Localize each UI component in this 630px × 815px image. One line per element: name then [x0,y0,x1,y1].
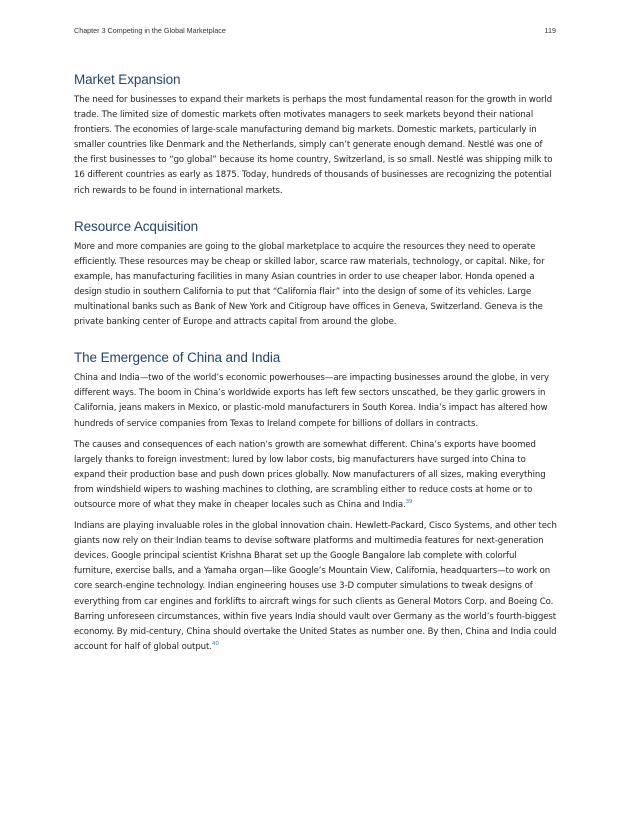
paragraph [74,93,558,199]
footnote-link[interactable]: 40 [211,640,219,647]
chapter-title: Chapter 3 Competing in the Global Marketplace [74,26,226,35]
running-header [74,26,556,38]
section-heading: Resource Acquisition [74,218,199,234]
paragraph-text: More and more companies are going to the global marketplace to acquire the resources they need to operate efficiently. These resources may be cheap or skilled labor, scarce raw materials, technology, or capital. Nike, for example, has manufacturing facilities in many Asian countries in order to use cheaper labor. Honda opened a design studio in southern California to put that “California flair” into the design of some of its vehicles. Large multinational banks such as Bank of New York and Citigroup have offices in Geneva, Switzerland. Geneva is the private banking center of Europe and attracts capital from around the globe. [74,241,545,328]
paragraph-text: Indians are playing invaluable roles in the global innovation chain. Hewlett-Packard, Cisco Systems, and other tech giants now rely on their Indian teams to devise software platforms and multimedia features for next-generation devices. Google principal scientist Krishna Bharat set up the Google Bangalore lab complete with colorful furniture, exercise balls, and a Yamaha organ—like Google’s Mountain View, California, headquarters—to work on core search-engine technology. Indian engineering houses use 3-D computer simulations to tweak designs of everything from car engines and forklifts to aircraft wings for such clients as General Motors Corp. and Boeing Co. Barring unforeseen circumstances, within five years India should vault over Germany as the world’s fourth-biggest economy. By mid-century, China should overtake the United States as number one. By then, China and India could account for half of global output. [74,521,557,652]
page-content [74,72,558,675]
paragraph [74,438,558,513]
page-number: 119 [544,26,556,35]
paragraph [74,371,558,431]
paragraph-text: China and India—two of the world’s economic powerhouses—are impacting businesses around the globe, in very different ways. The boom in China’s worldwide exports has left few sectors unscathed, be they garlic growers in California, jeans makers in Mexico, or plastic-mold manufacturers in South Korea. India’s impact has altered how hundreds of service companies from Texas to Ireland compete for billions of dollars in contracts. [74,373,549,429]
section-market-expansion [74,72,558,199]
paragraph-text: The need for businesses to expand their markets is perhaps the most fundamental reason for the growth in world trade. The limited size of domestic markets often motivates managers to seek markets beyond their national frontiers. The economies of large-scale manufacturing demand big markets. Domestic markets, particularly in smaller countries like Denmark and the Netherlands, simply can’t generate enough demand. Nestlé was one of the first businesses to “go global” because its home country, Switzerland, is so small. Nestlé was shipping milk to 16 different countries as early as 1875. Today, hundreds of thousands of businesses are recognizing the potential rich rewards to be found in international markets. [74,95,553,196]
section-china-india [74,350,558,655]
section-heading: Market Expansion [74,72,181,87]
section-resource-acquisition [74,219,558,331]
footnote-link[interactable]: 39 [405,499,413,506]
paragraph [74,519,558,655]
paragraph [74,240,558,331]
section-heading: The Emergence of China and India [74,350,281,366]
paragraph-text: The causes and consequences of each nation’s growth are somewhat different. China’s exports have boomed largely thanks to foreign investment: lured by low labor costs, big manufacturers have surged into China to expand their production base and push down prices globally. Now manufacturers of all sizes, making everything from windshield wipers to washing machines to clothing, are scrambling either to reduce costs at home or to outsource more of what they make in cheaper locales such as China and India. [74,439,546,510]
